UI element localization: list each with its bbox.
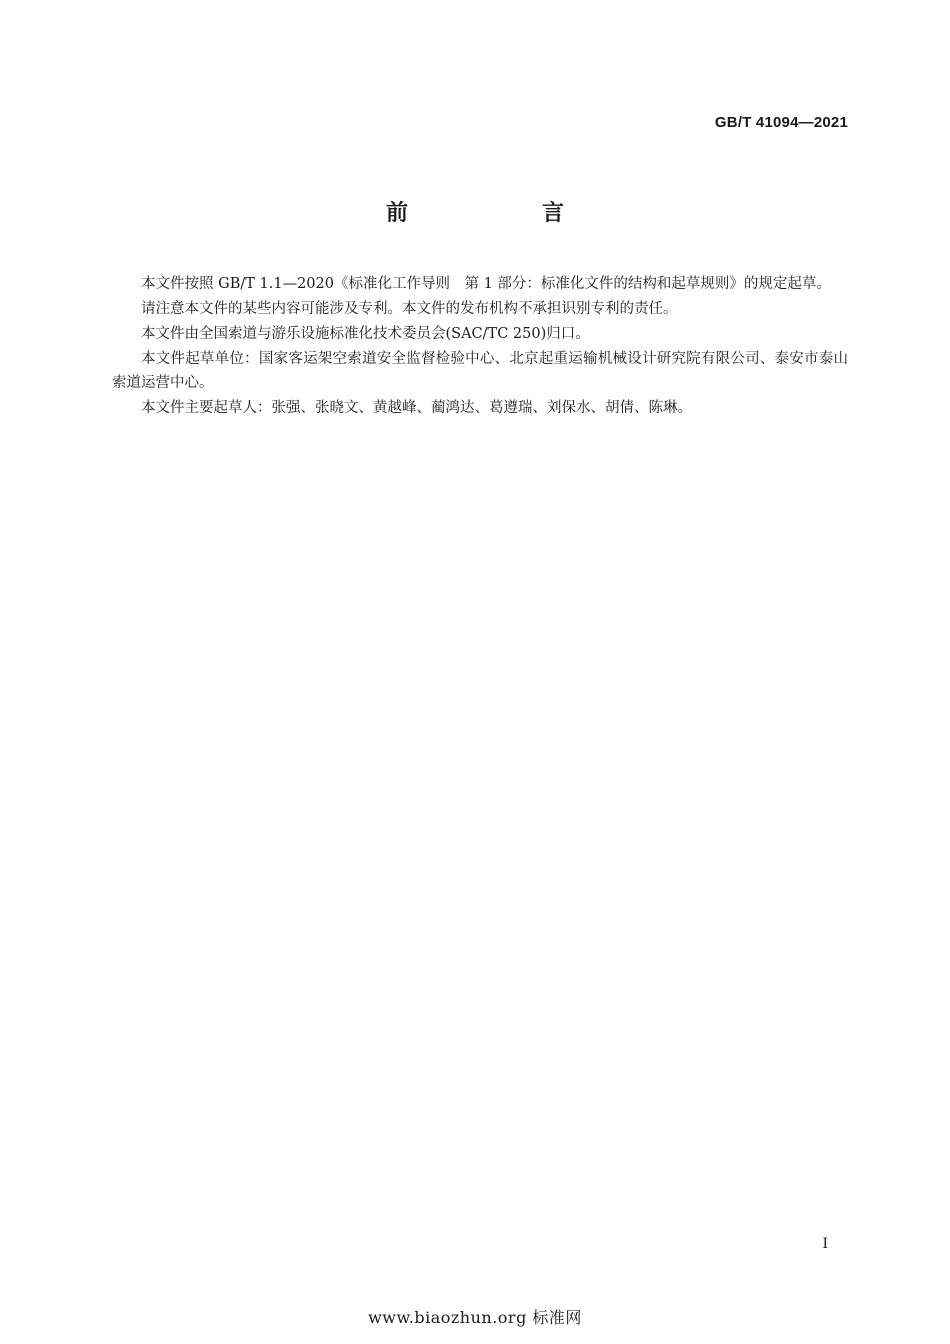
paragraph-drafters: 本文件主要起草人：张强、张晓文、黄越峰、蔺鸿达、葛遵瑞、刘保水、胡倩、陈琳。 <box>141 400 692 416</box>
page-number: I <box>822 1236 828 1252</box>
paragraph-drafting-units: 本文件起草单位：国家客运架空索道安全监督检验中心、北京起重运输机械设计研究院有限公司、泰安市泰山索道运营中心。 <box>112 351 848 391</box>
foreword-body <box>112 272 848 421</box>
paragraph-drafting-rules: 本文件按照 GB/T 1.1—2020《标准化工作导则 第 1 部分：标准化文件的结构和起草规则》的规定起草。 <box>141 276 831 292</box>
paragraph-committee: 本文件由全国索道与游乐设施标准化技术委员会(SAC/TC 250)归口。 <box>141 326 590 342</box>
page-title: 前 言 <box>385 201 620 226</box>
paragraph-patent-notice: 请注意本文件的某些内容可能涉及专利。本文件的发布机构不承担识别专利的责任。 <box>141 301 678 317</box>
watermark-link[interactable]: www.biaozhun.org 标准网 <box>368 1308 582 1327</box>
standard-code: GB/T 41094—2021 <box>714 114 848 131</box>
